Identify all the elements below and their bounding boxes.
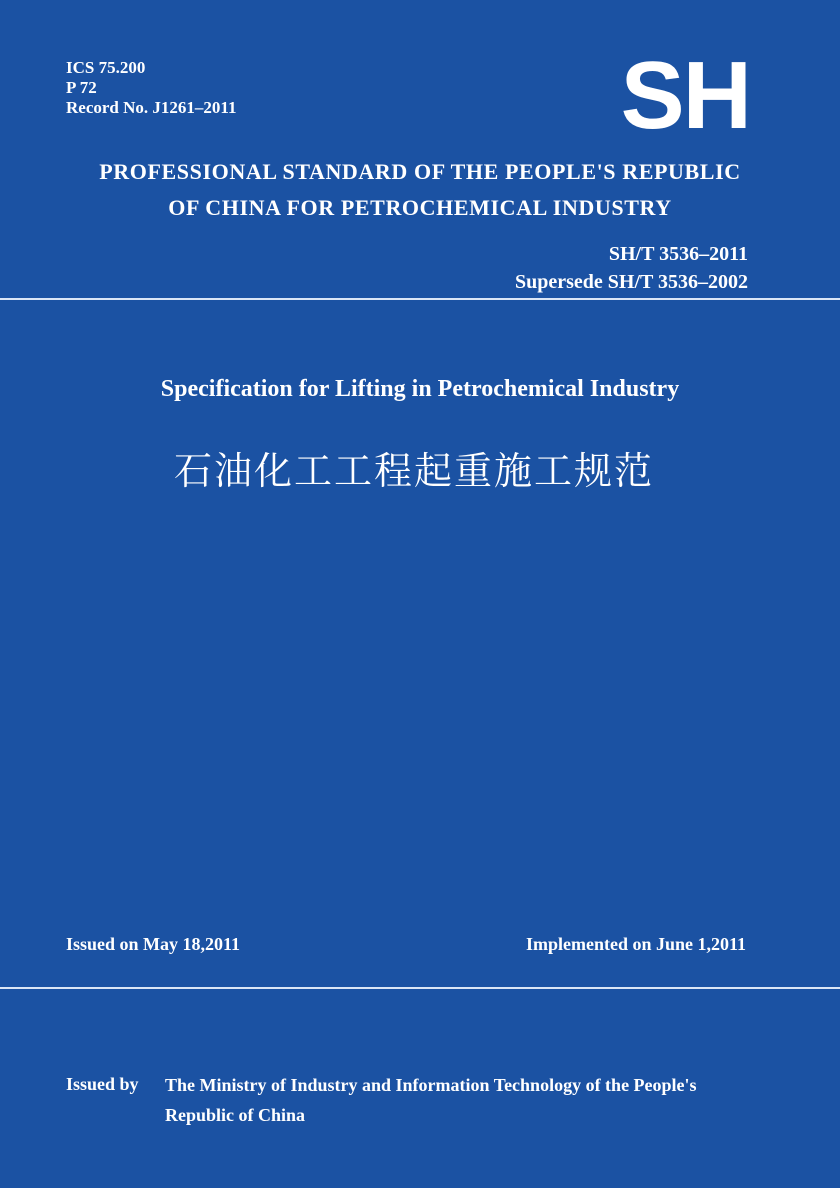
issued-date: Issued on May 18,2011 <box>66 934 241 954</box>
standard-title <box>0 154 840 226</box>
issuer-line2: Republic of China <box>165 1105 306 1125</box>
supersede-note: Supersede SH/T 3536–2002 <box>515 271 748 293</box>
classification-block <box>66 58 236 118</box>
implemented-date: Implemented on June 1,2011 <box>525 934 746 954</box>
standard-title-line2: OF CHINA FOR PETROCHEMICAL INDUSTRY <box>168 195 672 220</box>
chinese-title: 石油化工工程起重施工规范 <box>173 449 654 493</box>
english-title: Specification for Lifting in Petrochemical Industry <box>160 376 680 402</box>
p-code: P 72 <box>66 78 97 97</box>
standard-codes <box>515 240 748 296</box>
bottom-divider <box>0 987 840 989</box>
sh-logo: SH <box>620 42 750 149</box>
standard-title-line1: PROFESSIONAL STANDARD OF THE PEOPLE'S REPUBLIC <box>99 159 741 184</box>
issuer-label: Issued by <box>66 1074 139 1094</box>
top-divider <box>0 298 840 300</box>
issuer-name <box>165 1070 765 1130</box>
standard-number: SH/T 3536–2011 <box>608 243 748 265</box>
ics-code: ICS 75.200 <box>66 58 146 77</box>
record-number: Record No. J1261–2011 <box>66 98 237 117</box>
issuer-line1: The Ministry of Industry and Information Technology of the People's <box>165 1075 697 1095</box>
